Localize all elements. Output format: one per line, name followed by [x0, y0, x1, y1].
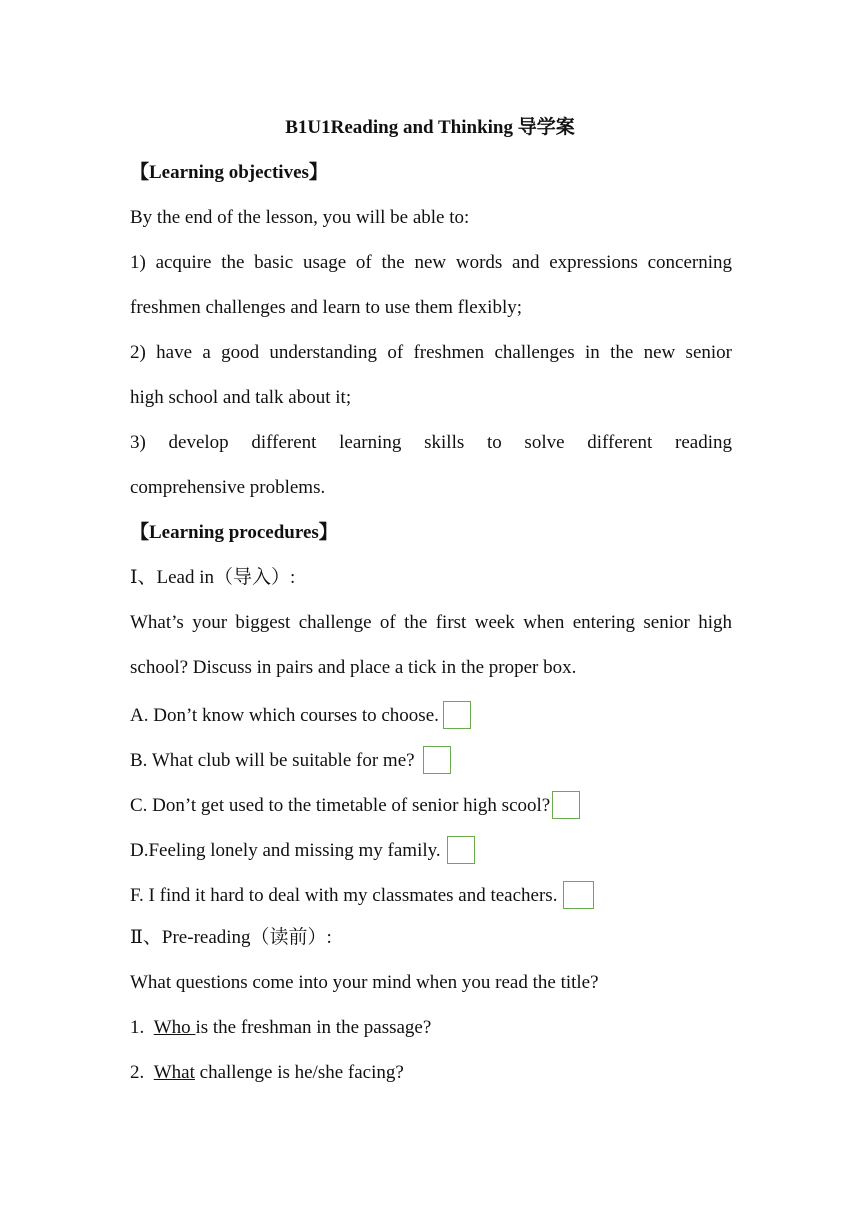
option-d — [130, 836, 732, 864]
option-a-checkbox[interactable] — [443, 701, 471, 729]
objective-1-line-1: 1) acquire the basic usage of the new words and expressions concerning — [130, 252, 732, 273]
procedures-heading: 【Learning procedures】 — [130, 522, 338, 543]
question-2-keyword: What — [153, 1062, 195, 1083]
pre-reading-question: What questions come into your mind when you read the title? — [130, 972, 599, 993]
question-2-number: 2. — [130, 1062, 145, 1083]
question-1-number: 1. — [130, 1017, 145, 1038]
objectives-heading: 【Learning objectives】 — [130, 162, 328, 183]
option-d-text: D.Feeling lonely and missing my family. — [130, 840, 441, 861]
objective-2-line-2: high school and talk about it; — [130, 387, 352, 408]
option-b — [130, 746, 732, 774]
option-c-checkbox[interactable] — [552, 791, 580, 819]
question-2 — [130, 1061, 732, 1085]
lead-in-question-line-1: What’s your biggest challenge of the first week when entering senior high — [130, 612, 732, 633]
question-1-keyword: Who — [153, 1017, 196, 1038]
question-1-text: is the freshman in the passage? — [195, 1017, 432, 1038]
option-c-text: C. Don’t get used to the timetable of senior high scool? — [130, 795, 551, 816]
lead-in-question-line-2: school? Discuss in pairs and place a tick in the proper box. — [130, 657, 577, 678]
objective-3-line-1: 3) develop different learning skills to solve different reading — [130, 432, 732, 453]
option-f — [130, 881, 732, 909]
page-title: B1U1Reading and Thinking 导学案 — [285, 117, 575, 138]
option-b-checkbox[interactable] — [423, 746, 451, 774]
option-b-text: B. What club will be suitable for me? — [130, 750, 415, 771]
option-d-checkbox[interactable] — [447, 836, 475, 864]
option-f-text: F. I find it hard to deal with my classmates and teachers. — [130, 885, 558, 906]
option-f-checkbox[interactable] — [563, 881, 594, 909]
objective-3-line-2: comprehensive problems. — [130, 477, 326, 498]
question-1 — [130, 1016, 732, 1040]
objective-2-line-1: 2) have a good understanding of freshmen challenges in the new senior — [130, 342, 732, 363]
section-lead-in-heading: Ⅰ、Lead in（导入）: — [130, 567, 296, 588]
option-c — [130, 791, 732, 819]
objective-1-line-2: freshmen challenges and learn to use them flexibly; — [130, 297, 523, 318]
option-a-text: A. Don’t know which courses to choose. — [130, 705, 439, 726]
option-a — [130, 701, 732, 729]
objectives-intro: By the end of the lesson, you will be able to: — [130, 207, 470, 228]
section-pre-reading-heading: Ⅱ、Pre-reading（读前）: — [130, 927, 332, 948]
question-2-text: challenge is he/she facing? — [194, 1062, 404, 1083]
